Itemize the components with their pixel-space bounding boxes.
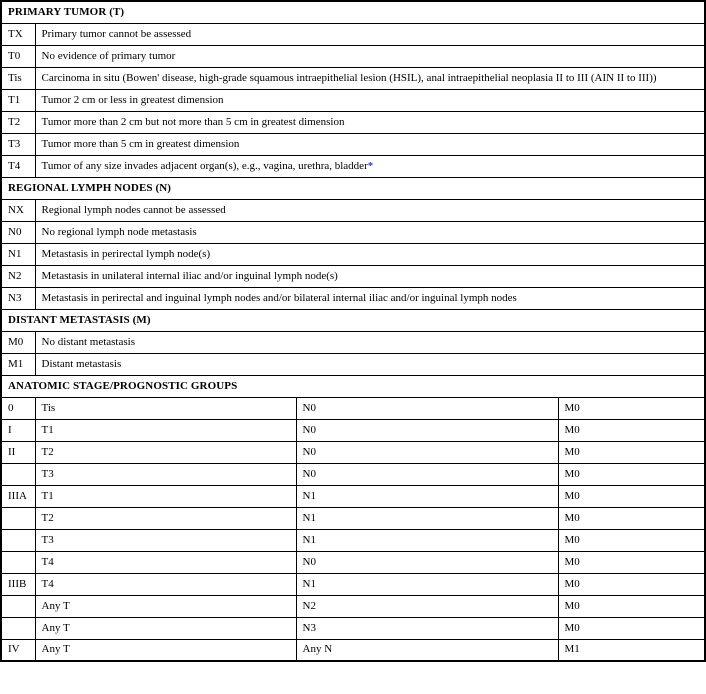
t-category-cell: T4 [35,573,296,595]
description-cell [35,155,705,177]
description-cell [35,243,705,265]
table-row [1,639,705,661]
n-category-cell: N0 [296,551,558,573]
code-cell: M0 [1,331,35,353]
section-header-row [1,1,705,23]
stage-cell [1,617,35,639]
code-cell: T3 [1,133,35,155]
section-header: PRIMARY TUMOR (T) [1,1,705,23]
table-row [1,353,705,375]
table-row [1,397,705,419]
table-row [1,419,705,441]
description-text: Primary tumor cannot be assessed [41,27,192,40]
description-text: Tumor 2 cm or less in greatest dimension [41,93,224,106]
description-cell [35,287,705,309]
table-row [1,23,705,45]
code-cell: M1 [1,353,35,375]
m-category-cell: M0 [558,507,705,529]
description-cell [35,221,705,243]
table-row [1,441,705,463]
m-category-cell: M0 [558,397,705,419]
section-header-row [1,375,705,397]
t-category-cell: Tis [35,397,296,419]
code-cell: TX [1,23,35,45]
m-category-cell: M0 [558,529,705,551]
m-category-cell: M0 [558,441,705,463]
m-category-cell: M0 [558,617,705,639]
t-category-cell: Any T [35,595,296,617]
n-category-cell: N1 [296,507,558,529]
description-cell [35,89,705,111]
description-text: Tumor more than 5 cm in greatest dimension [41,137,240,150]
n-category-cell: N2 [296,595,558,617]
table-row [1,463,705,485]
table-row [1,67,705,89]
n-category-cell: N1 [296,485,558,507]
description-cell [35,133,705,155]
table-row [1,111,705,133]
m-category-cell: M0 [558,463,705,485]
n-category-cell: Any N [296,639,558,661]
table-row [1,243,705,265]
description-text: Metastasis in perirectal lymph node(s) [41,247,211,260]
stage-cell: II [1,441,35,463]
table-row [1,551,705,573]
t-category-cell: T3 [35,463,296,485]
stage-cell: 0 [1,397,35,419]
description-cell [35,45,705,67]
m-category-cell: M0 [558,485,705,507]
m-category-cell: M0 [558,419,705,441]
section-header-row [1,177,705,199]
code-cell: NX [1,199,35,221]
n-category-cell: N0 [296,441,558,463]
description-cell [35,23,705,45]
table-row [1,221,705,243]
t-category-cell: T2 [35,441,296,463]
stage-cell: IV [1,639,35,661]
staging-table-body [1,1,705,661]
table-row [1,573,705,595]
m-category-cell: M0 [558,573,705,595]
table-row [1,595,705,617]
stage-cell [1,529,35,551]
stage-cell [1,507,35,529]
t-category-cell: T1 [35,485,296,507]
description-cell [35,331,705,353]
m-category-cell: M1 [558,639,705,661]
table-row [1,507,705,529]
n-category-cell: N0 [296,419,558,441]
table-row [1,287,705,309]
t-category-cell: T3 [35,529,296,551]
footnote-asterisk: * [367,159,374,172]
stage-cell [1,463,35,485]
code-cell: T2 [1,111,35,133]
stage-cell: IIIB [1,573,35,595]
description-text: Metastasis in unilateral internal iliac and/or inguinal lymph node(s) [41,269,338,282]
description-text: Distant metastasis [41,357,122,370]
description-text: Tumor more than 2 cm but not more than 5 cm in greatest dimension [41,115,345,128]
t-category-cell: Any T [35,617,296,639]
description-cell [35,353,705,375]
stage-cell: I [1,419,35,441]
t-category-cell: T2 [35,507,296,529]
code-cell: T0 [1,45,35,67]
stage-cell: IIIA [1,485,35,507]
description-text: Regional lymph nodes cannot be assessed [41,203,226,216]
t-category-cell: Any T [35,639,296,661]
n-category-cell: N0 [296,463,558,485]
description-text: Carcinoma in situ (Bowen' disease, high-grade squamous intraepithelial lesion (HSIL), anal intraepithelial neoplasia II to III (AIN II to III)) [41,71,657,84]
table-row [1,155,705,177]
t-category-cell: T1 [35,419,296,441]
table-row [1,199,705,221]
code-cell: N0 [1,221,35,243]
description-text: No evidence of primary tumor [41,49,176,62]
t-category-cell: T4 [35,551,296,573]
code-cell: Tis [1,67,35,89]
description-cell [35,199,705,221]
description-text: Metastasis in perirectal and inguinal lymph nodes and/or bilateral internal iliac and/or inguinal lymph nodes [41,291,517,304]
n-category-cell: N1 [296,573,558,595]
description-cell [35,265,705,287]
table-row [1,89,705,111]
code-cell: N3 [1,287,35,309]
code-cell: T4 [1,155,35,177]
section-header: REGIONAL LYMPH NODES (N) [1,177,705,199]
code-cell: T1 [1,89,35,111]
n-category-cell: N1 [296,529,558,551]
table-row [1,331,705,353]
stage-cell [1,595,35,617]
table-row [1,265,705,287]
description-text: No regional lymph node metastasis [41,225,197,238]
table-row [1,485,705,507]
code-cell: N2 [1,265,35,287]
stage-cell [1,551,35,573]
section-header: ANATOMIC STAGE/PROGNOSTIC GROUPS [1,375,705,397]
section-header: DISTANT METASTASIS (M) [1,309,705,331]
code-cell: N1 [1,243,35,265]
m-category-cell: M0 [558,551,705,573]
table-row [1,133,705,155]
description-cell [35,67,705,89]
table-row [1,529,705,551]
n-category-cell: N3 [296,617,558,639]
table-row [1,45,705,67]
description-text: Tumor of any size invades adjacent organ(s), e.g., vagina, urethra, bladder [41,159,368,172]
section-header-row [1,309,705,331]
table-row [1,617,705,639]
description-cell [35,111,705,133]
description-text: No distant metastasis [41,335,135,348]
n-category-cell: N0 [296,397,558,419]
m-category-cell: M0 [558,595,705,617]
